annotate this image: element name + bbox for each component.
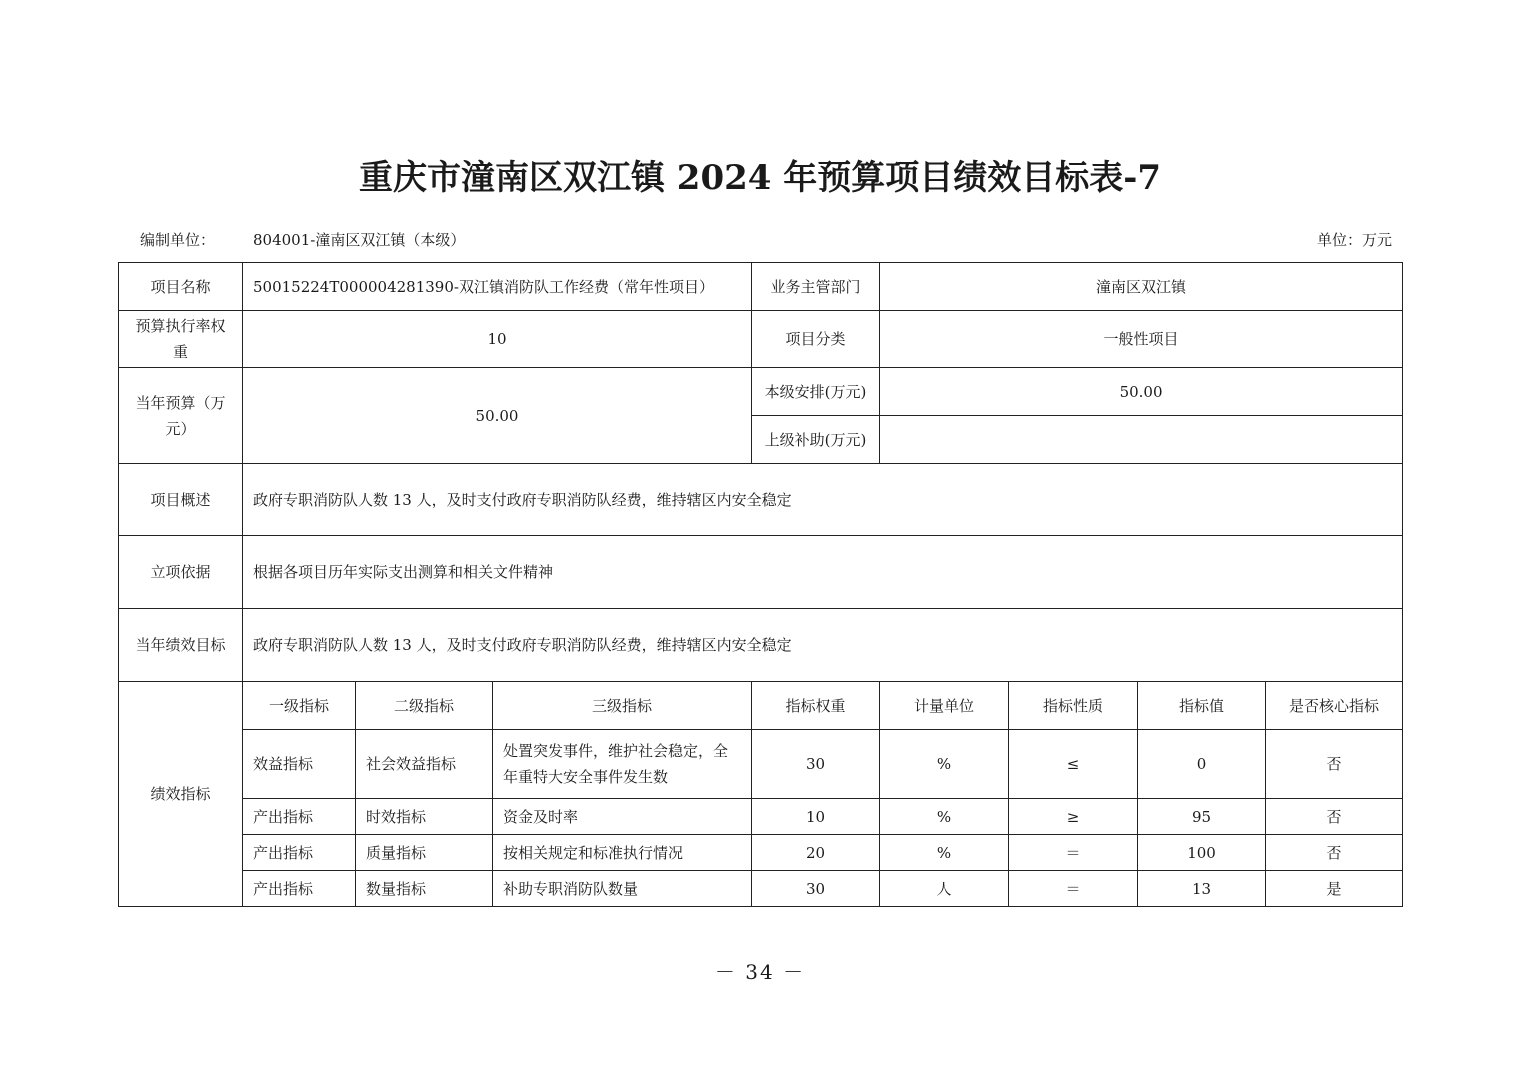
row-level3: 补助专职消防队数量 <box>493 871 752 907</box>
row-nature: ≤ <box>1009 730 1138 799</box>
row-weight: 30 <box>752 871 880 907</box>
row-weight: 10 <box>752 799 880 835</box>
indicator-header-row <box>119 682 1403 730</box>
unit-label: 单位：万元 <box>1316 231 1392 249</box>
project-name-value: 50015224T000004281390-双江镇消防队工作经费（常年性项目） <box>243 263 752 311</box>
table-row <box>119 871 1403 907</box>
row-nature: ＝ <box>1009 835 1138 871</box>
goal-label: 当年绩效目标 <box>119 609 243 682</box>
overview-value: 政府专职消防队人数 13 人，及时支付政府专职消防队经费，维持辖区内安全稳定 <box>243 464 1403 536</box>
table-row <box>119 263 1403 311</box>
performance-table <box>118 262 1403 907</box>
rate-label: 预算执行率权重 <box>119 311 243 368</box>
row-weight: 20 <box>752 835 880 871</box>
table-row <box>119 835 1403 871</box>
table-row <box>119 368 1403 416</box>
dept-value: 潼南区双江镇 <box>880 263 1403 311</box>
header-core: 是否核心指标 <box>1266 682 1403 730</box>
row-value: 13 <box>1138 871 1266 907</box>
goal-value: 政府专职消防队人数 13 人，及时支付政府专职消防队经费，维持辖区内安全稳定 <box>243 609 1403 682</box>
table-row <box>119 311 1403 368</box>
rate-value: 10 <box>243 311 752 368</box>
dept-label: 业务主管部门 <box>752 263 880 311</box>
budget-value: 50.00 <box>243 368 752 464</box>
row-level3: 处置突发事件，维护社会稳定，全年重特大安全事件发生数 <box>493 730 752 799</box>
header-unit: 计量单位 <box>880 682 1009 730</box>
overview-label: 项目概述 <box>119 464 243 536</box>
row-level3: 资金及时率 <box>493 799 752 835</box>
row-value: 0 <box>1138 730 1266 799</box>
basis-label: 立项依据 <box>119 536 243 609</box>
page-number: － 34 － <box>714 960 806 984</box>
row-unit: % <box>880 835 1009 871</box>
table-row <box>119 799 1403 835</box>
row-level2: 时效指标 <box>356 799 493 835</box>
row-core: 否 <box>1266 799 1403 835</box>
row-weight: 30 <box>752 730 880 799</box>
row-level2: 社会效益指标 <box>356 730 493 799</box>
page-title: 重庆市潼南区双江镇 2024 年预算项目绩效目标表-7 <box>358 158 1162 198</box>
header-value: 指标值 <box>1138 682 1266 730</box>
row-value: 100 <box>1138 835 1266 871</box>
category-label: 项目分类 <box>752 311 880 368</box>
row-core: 否 <box>1266 730 1403 799</box>
row-level2: 质量指标 <box>356 835 493 871</box>
indicators-section-label: 绩效指标 <box>119 682 243 907</box>
basis-value: 根据各项目历年实际支出测算和相关文件精神 <box>243 536 1403 609</box>
header-level3: 三级指标 <box>493 682 752 730</box>
row-core: 是 <box>1266 871 1403 907</box>
upper-label: 上级补助(万元) <box>752 416 880 464</box>
row-level1: 产出指标 <box>243 799 356 835</box>
local-value: 50.00 <box>880 368 1403 416</box>
org-label: 编制单位： <box>140 231 216 249</box>
row-level2: 数量指标 <box>356 871 493 907</box>
header-nature: 指标性质 <box>1009 682 1138 730</box>
row-unit: % <box>880 730 1009 799</box>
table-row <box>119 464 1403 536</box>
row-level1: 效益指标 <box>243 730 356 799</box>
row-level3: 按相关规定和标准执行情况 <box>493 835 752 871</box>
table-row <box>119 730 1403 799</box>
project-name-label: 项目名称 <box>119 263 243 311</box>
row-unit: 人 <box>880 871 1009 907</box>
row-value: 95 <box>1138 799 1266 835</box>
org-value: 804001-潼南区双江镇（本级） <box>253 231 466 249</box>
row-core: 否 <box>1266 835 1403 871</box>
row-nature: ＝ <box>1009 871 1138 907</box>
table-row <box>119 536 1403 609</box>
header-level2: 二级指标 <box>356 682 493 730</box>
budget-label: 当年预算（万元） <box>119 368 243 464</box>
table-row <box>119 609 1403 682</box>
row-level1: 产出指标 <box>243 871 356 907</box>
row-unit: % <box>880 799 1009 835</box>
local-label: 本级安排(万元) <box>752 368 880 416</box>
header-weight: 指标权重 <box>752 682 880 730</box>
category-value: 一般性项目 <box>880 311 1403 368</box>
row-nature: ≥ <box>1009 799 1138 835</box>
header-level1: 一级指标 <box>243 682 356 730</box>
upper-value <box>880 416 1403 464</box>
row-level1: 产出指标 <box>243 835 356 871</box>
